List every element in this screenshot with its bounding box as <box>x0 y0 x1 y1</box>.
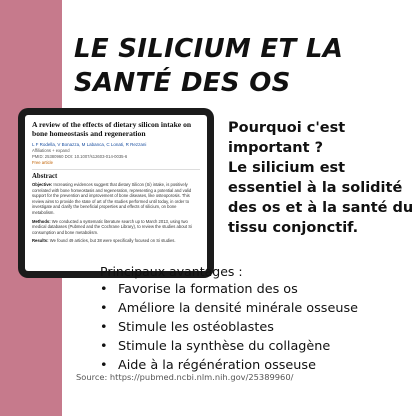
advantages-list <box>100 280 358 375</box>
list-item: • Favorise la formation des os <box>100 282 298 297</box>
free-article-badge: Free article <box>32 160 53 165</box>
list-item: • Stimule les ostéoblastes <box>100 320 274 335</box>
article-authors: L F Rodella, V Bonazza, M Labanca, C Lonati, R Rezzani <box>32 142 147 147</box>
abstract-results: Results: We found 49 articles, but 38 were specifically focused on Si studies. <box>32 238 176 244</box>
answer-text: Le silicium est essentiel à la solidité des os et à la santé du tissu conjonctif. <box>228 160 414 236</box>
article-affiliations: Affiliations + expand <box>32 148 70 153</box>
page-title: LE SILICIUM ET LA SANTÉ DES OS <box>74 34 344 98</box>
divider <box>32 169 200 170</box>
list-item: • Aide à la régénération osseuse <box>100 358 316 373</box>
article-ids: PMID: 25380960 DOI: 10.1007/s12603-014-0035-6 <box>32 154 128 159</box>
list-item: • Stimule la synthèse du collagène <box>100 339 331 354</box>
article-screenshot <box>25 115 207 271</box>
list-item: • Améliore la densité minérale osseuse <box>100 301 358 316</box>
abstract-methods: Methods: We conducted a systematic literature search up to March 2013, using two medical databases (Pubmed and the Cochrane Library), to review the studies about Si consumption and bone metabolism. <box>32 218 192 235</box>
abstract-objective: Objective: Increasing evidences suggest that dietary Silicon (Si) intake, is positively correlated with bone homeostasis and regeneration, representing a potential and valid support for the prevention and improvement of bone diseases, like osteoporosis. This review aims to provide the state of art of the studies performed until today, in order to investigate and clarify the beneficial properties and effects of silicium, on bone metabolism. <box>32 182 192 215</box>
advantages-heading: Principaux avantages : <box>100 264 243 279</box>
tablet-image <box>18 108 214 278</box>
source-citation: Source: https://pubmed.ncbi.nlm.nih.gov/25389960/ <box>76 372 294 382</box>
abstract-heading: Abstract <box>32 173 58 180</box>
question-heading: Pourquoi c'est important ? <box>228 120 346 156</box>
article-title: A review of the effects of dietary silicon intake on bone homeostasis and regeneration <box>32 120 192 138</box>
